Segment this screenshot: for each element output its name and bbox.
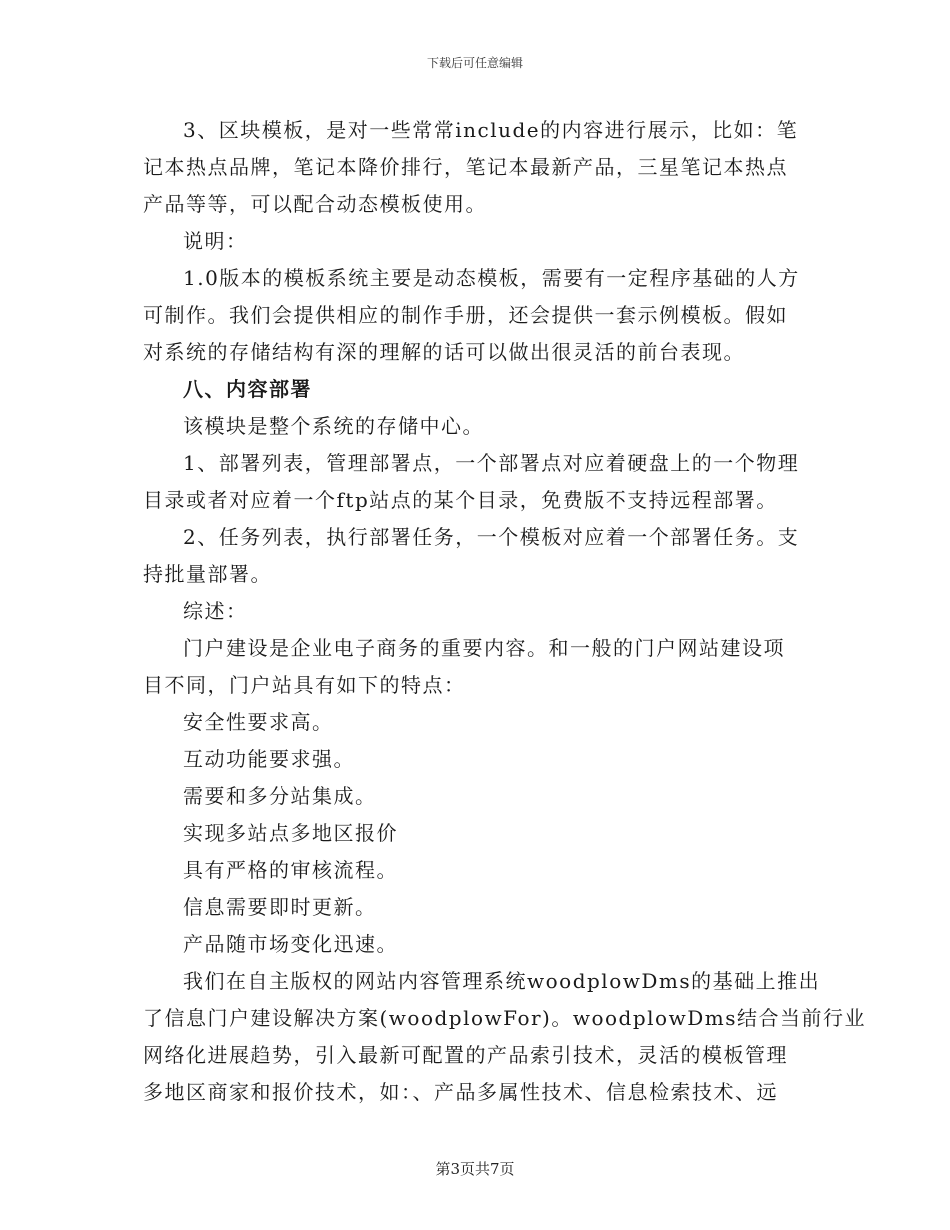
text-line: 可制作。我们会提供相应的制作手册，还会提供一套示例模板。假如 <box>143 303 788 327</box>
page-header: 下载后可任意编辑 <box>426 56 523 70</box>
paragraph-task-list <box>143 519 811 593</box>
feature-item <box>143 741 811 778</box>
paragraph-summary-label <box>143 593 811 630</box>
feature-item <box>143 926 811 963</box>
text-line: 对系统的存储结构有深的理解的话可以做出很灵活的前台表现。 <box>143 340 745 364</box>
text-line: 实现多站点多地区报价 <box>183 821 398 845</box>
text-line: 产品随市场变化迅速。 <box>183 932 398 956</box>
text-line: 该模块是整个系统的存储中心。 <box>183 414 484 438</box>
text-line: 持批量部署。 <box>143 562 272 586</box>
text-line: 八、内容部署 <box>183 377 312 401</box>
text-line: 互动功能要求强。 <box>183 747 355 771</box>
text-line: 综述： <box>183 599 248 623</box>
paragraph-block-templates <box>143 112 811 223</box>
paragraph-note-label <box>143 223 811 260</box>
feature-item <box>143 778 811 815</box>
text-line: 需要和多分站集成。 <box>183 784 377 808</box>
text-line: 2、任务列表，执行部署任务，一个模板对应着一个部署任务。支 <box>183 525 800 549</box>
text-line: 说明： <box>183 229 248 253</box>
feature-item <box>143 889 811 926</box>
text-line: 目不同，门户站具有如下的特点： <box>143 673 466 697</box>
paragraph-module-intro <box>143 408 811 445</box>
paragraph-solution <box>143 963 866 1111</box>
text-line: 目录或者对应着一个ftp站点的某个目录，免费版不支持远程部署。 <box>143 488 778 512</box>
paragraph-version-note <box>143 260 811 371</box>
feature-item <box>143 815 811 852</box>
body-content <box>143 112 866 1111</box>
text-line: 多地区商家和报价技术，如：、产品多属性技术、信息检索技术、远 <box>143 1080 778 1104</box>
text-line: 1.0版本的模板系统主要是动态模板，需要有一定程序基础的人方 <box>183 266 800 290</box>
page-footer: 第3页共7页 <box>435 1160 515 1178</box>
paragraph-portal-intro <box>143 630 811 704</box>
text-line: 3、区块模板，是对一些常常include的内容进行展示，比如：笔 <box>183 118 799 142</box>
text-line: 安全性要求高。 <box>183 710 334 734</box>
section-heading <box>143 371 811 408</box>
text-line: 门户建设是企业电子商务的重要内容。和一般的门户网站建设项 <box>183 636 785 660</box>
feature-item <box>143 704 811 741</box>
text-line: 1、部署列表，管理部署点，一个部署点对应着硬盘上的一个物理 <box>183 451 800 475</box>
text-line: 具有严格的审核流程。 <box>183 858 398 882</box>
text-line: 网络化进展趋势，引入最新可配置的产品索引技术，灵活的模板管理 <box>143 1043 788 1067</box>
feature-item <box>143 852 811 889</box>
text-line: 信息需要即时更新。 <box>183 895 377 919</box>
paragraph-deploy-list <box>143 445 811 519</box>
text-line: 记本热点品牌，笔记本降价排行，笔记本最新产品，三星笔记本热点 <box>143 155 788 179</box>
text-line: 产品等等，可以配合动态模板使用。 <box>143 192 487 216</box>
text-line: 我们在自主版权的网站内容管理系统woodplowDms的基础上推出 <box>183 969 821 993</box>
text-line: 了信息门户建设解决方案(woodplowFor)。woodplowDms结合当前行业 <box>143 1006 866 1030</box>
